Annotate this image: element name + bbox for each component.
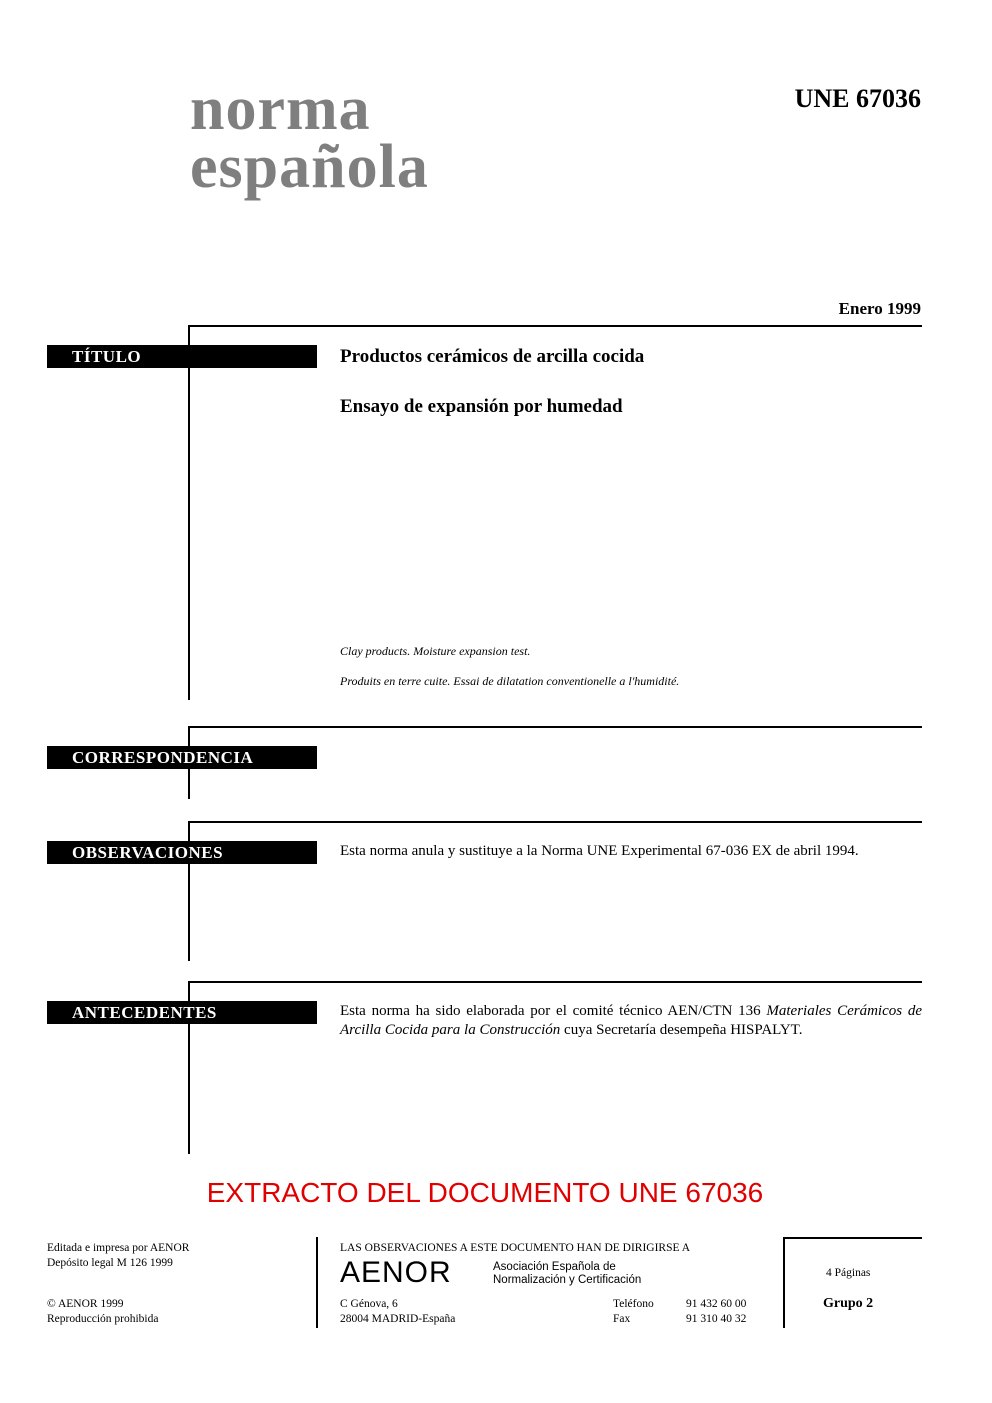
observaciones-text: Esta norma anula y sustituye a la Norma UNE Experimental 67-036 EX de abril 1994.: [340, 843, 859, 859]
footer-box-top-rule: [783, 1237, 922, 1239]
label-antecedentes: ANTECEDENTES: [47, 1001, 317, 1024]
footer-address-line-1: C Génova, 6: [340, 1298, 398, 1310]
label-observaciones: OBSERVACIONES: [47, 841, 317, 864]
footer-phone-value: 91 432 60 00: [686, 1298, 747, 1310]
price-group: Grupo 2: [823, 1296, 874, 1311]
section-divider: [188, 726, 922, 728]
footer-copyright: © AENOR 1999: [47, 1298, 124, 1310]
label-titulo: TÍTULO: [47, 345, 317, 368]
footer-edited: Editada e impresa por AENOR: [47, 1242, 190, 1254]
footer-address-line-2: 28004 MADRID-España: [340, 1313, 456, 1325]
aenor-name-line-1: Asociación Española de: [493, 1261, 616, 1273]
footer-phone-label: Teléfono: [613, 1298, 654, 1310]
footer-vertical-rule: [316, 1237, 318, 1328]
aenor-full-name: [493, 1261, 641, 1287]
section-vertical-rule: [188, 325, 190, 700]
brand-title: [190, 75, 429, 201]
section-divider: [188, 821, 922, 823]
aenor-logo: AENOR: [340, 1256, 452, 1289]
committee-name: Materiales Cerámicos de Arcilla Cocida para la Construcción: [340, 1003, 922, 1038]
footer-box-left-rule: [783, 1237, 785, 1328]
label-correspondencia: CORRESPONDENCIA: [47, 746, 317, 769]
title-french: Produits en terre cuite. Essai de dilatation conventionelle a l'humidité.: [340, 674, 680, 688]
antecedentes-text: [340, 1002, 922, 1040]
footer-reproduction: Reproducción prohibida: [47, 1313, 159, 1325]
antecedentes-text-start: Esta norma ha sido elaborada por el comité técnico AEN/CTN 136: [340, 1003, 767, 1019]
section-divider: [188, 325, 922, 327]
brand-line-2: española: [190, 133, 429, 201]
brand-line-1: norma: [190, 75, 371, 143]
aenor-name-line-2: Normalización y Certificación: [493, 1274, 642, 1286]
antecedentes-text-end: cuya Secretaría desempeña HISPALYT.: [560, 1022, 803, 1038]
section-divider: [188, 981, 922, 983]
publication-date: Enero 1999: [838, 299, 921, 318]
footer-fax-value: 91 310 40 32: [686, 1313, 747, 1325]
title-english: Clay products. Moisture expansion test.: [340, 644, 531, 658]
footer-fax-label: Fax: [613, 1313, 631, 1325]
title-line-2: Ensayo de expansión por humedad: [340, 396, 623, 417]
footer-legal-deposit: Depósito legal M 126 1999: [47, 1257, 173, 1269]
extract-notice: EXTRACTO DEL DOCUMENTO UNE 67036: [206, 1177, 764, 1208]
page-count: 4 Páginas: [826, 1267, 871, 1279]
title-line-1: Productos cerámicos de arcilla cocida: [340, 346, 645, 367]
footer-observations-note: LAS OBSERVACIONES A ESTE DOCUMENTO HAN DE DIRIGIRSE A: [340, 1242, 691, 1254]
standard-code: UNE 67036: [794, 84, 921, 113]
